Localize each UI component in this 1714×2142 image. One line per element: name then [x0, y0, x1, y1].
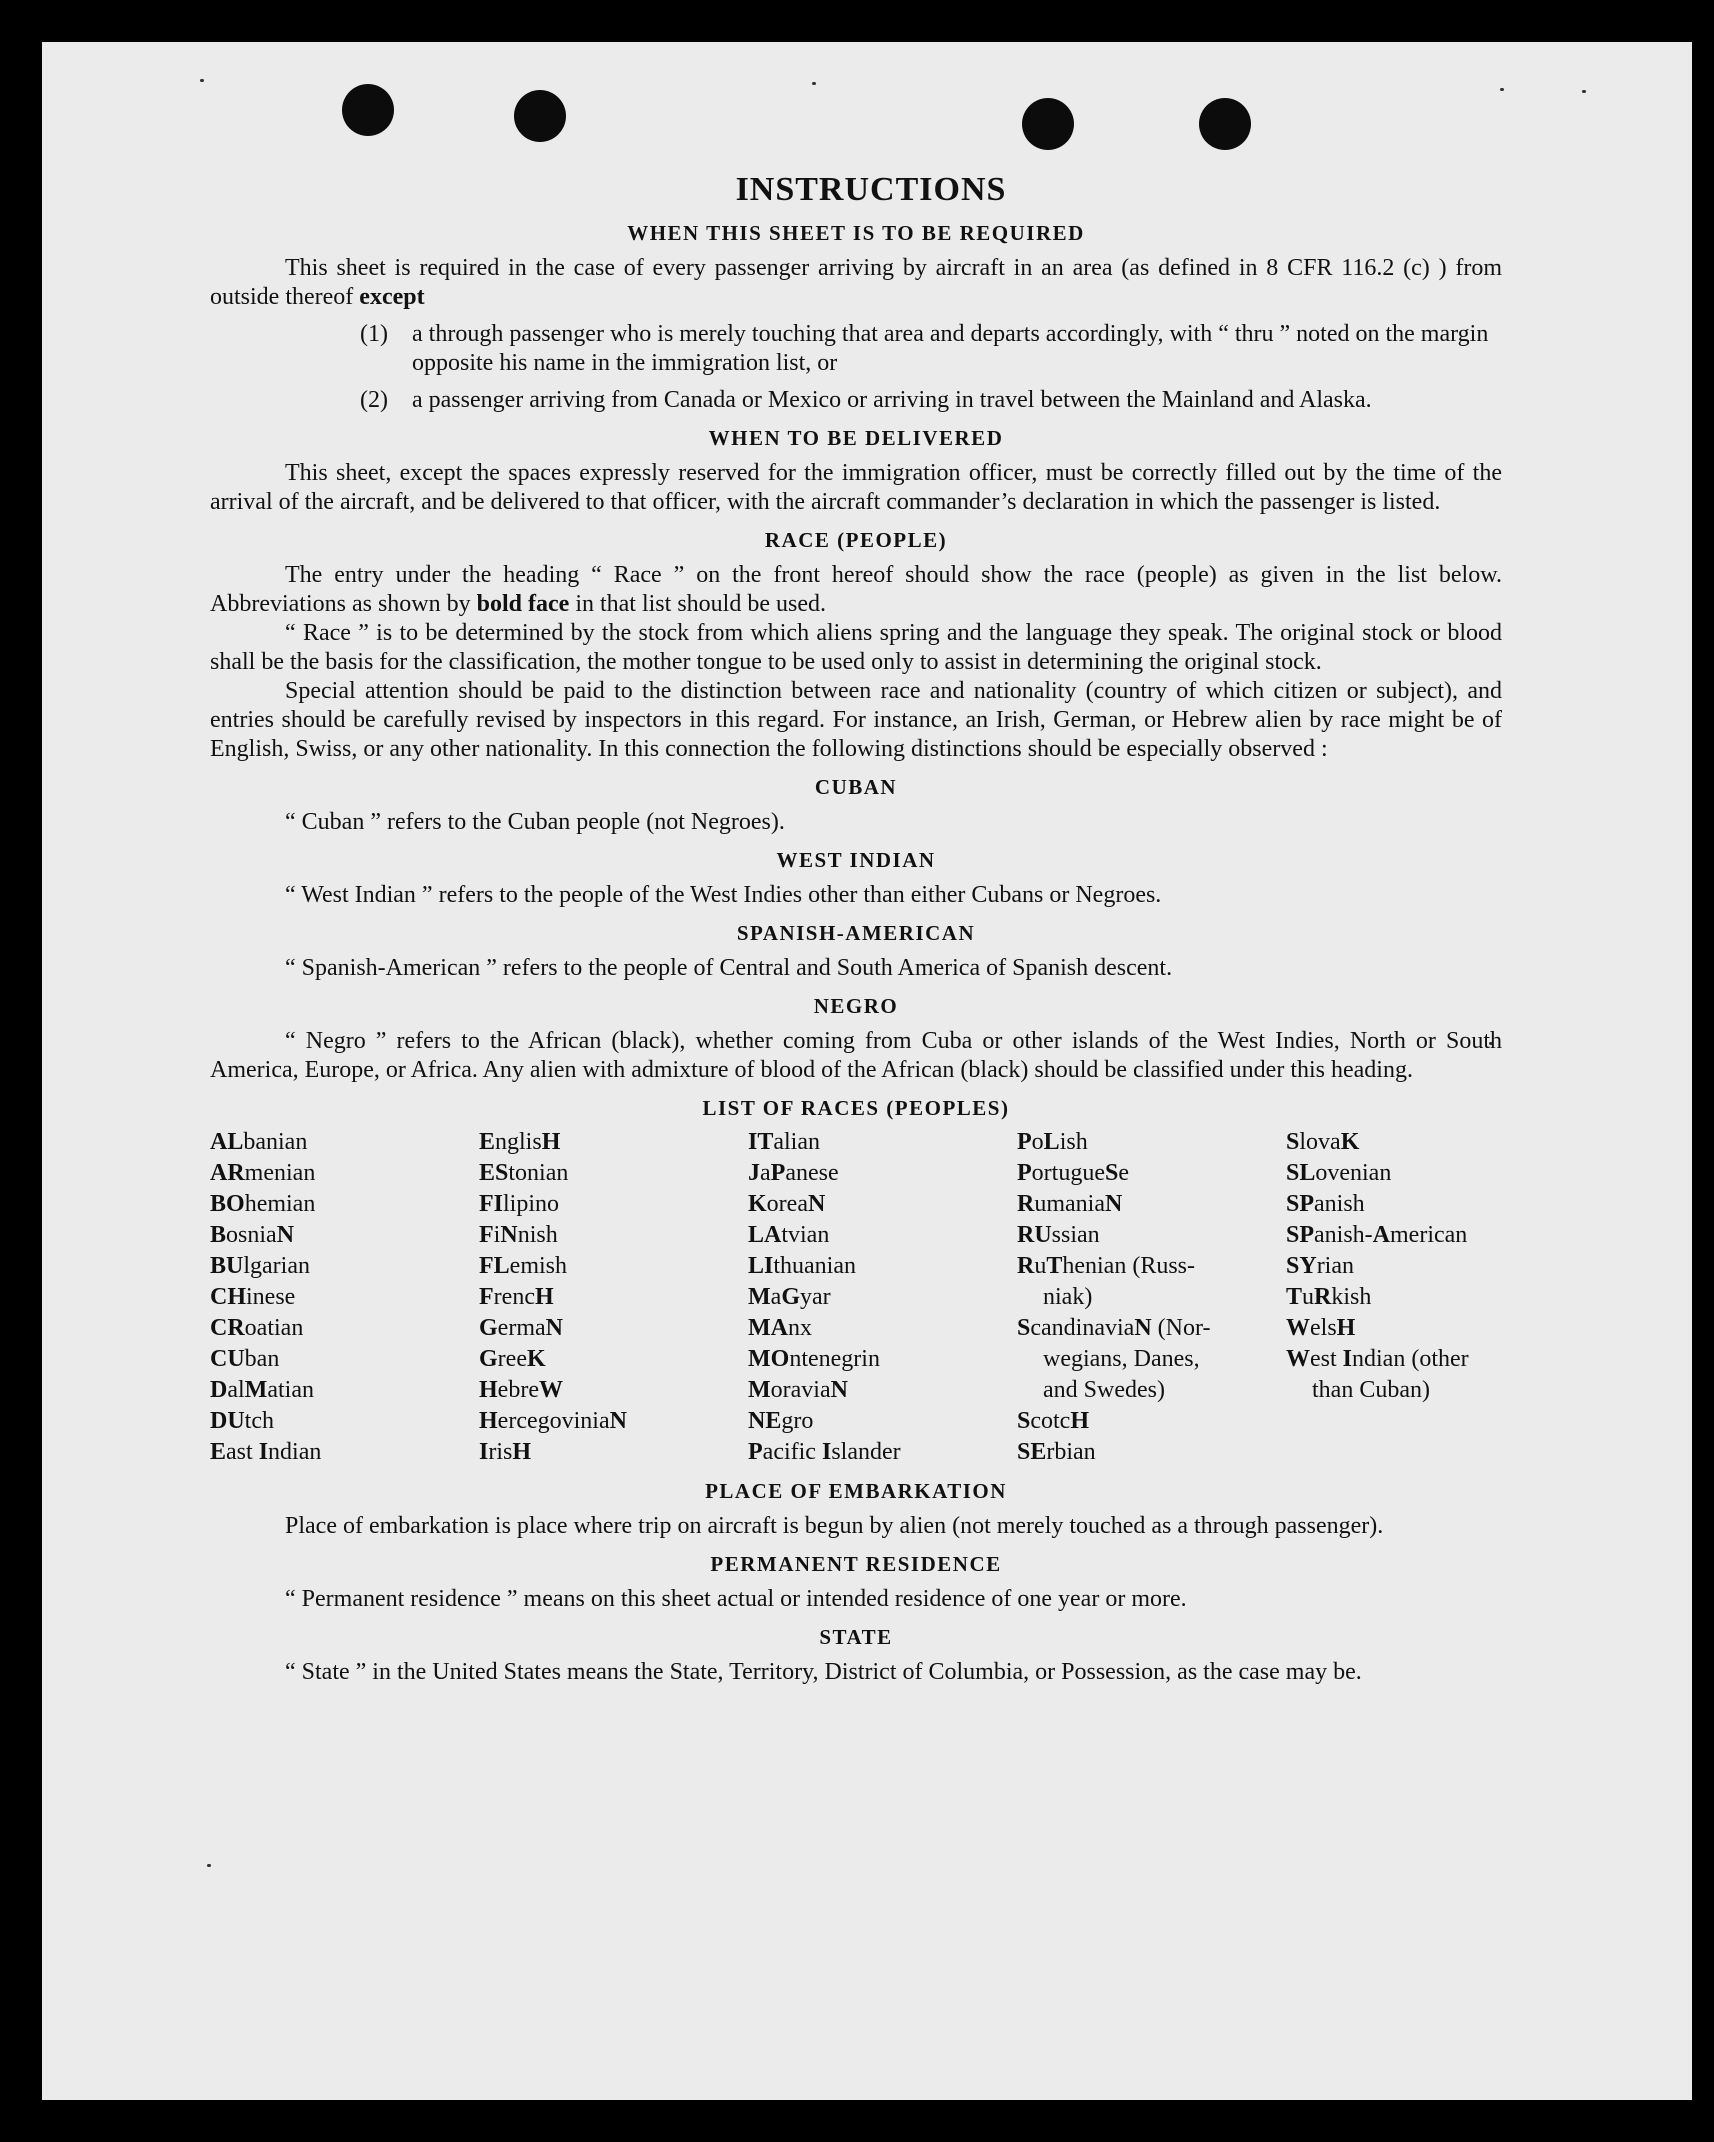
paragraph-race-3: Special attention should be paid to the distinction between race and nationality (country of which citizen or subject), and entries should be carefully revised by inspectors in this regard. For instance, an Irish, German, or Hebrew alien by race might be of English, Swiss, or any other nationality. In this connection the following distinctions should be especially observed : — [210, 678, 1502, 762]
paragraph-state: “ State ” in the United States means the State, Territory, District of Columbia, or Possession, as the case may be. — [285, 1659, 1362, 1685]
race-name-part: tvian — [781, 1222, 830, 1248]
race-entry — [748, 1220, 1017, 1251]
race-entry — [1017, 1406, 1286, 1437]
paragraph-text: The entry under the heading “ Race ” on the front hereof should show the race (people) as given in the list below. Abbreviations as shown by — [210, 562, 1502, 617]
section-heading-when-delivered: WHEN TO BE DELIVERED — [708, 426, 1004, 450]
paragraph-west-indian: “ West Indian ” refers to the people of the West Indies other than either Cubans or Negroes. — [285, 882, 1162, 908]
race-name-part: acific — [762, 1439, 822, 1465]
race-entry — [1286, 1313, 1522, 1344]
race-abbreviation: MO — [748, 1346, 790, 1372]
race-entry — [1286, 1344, 1522, 1375]
race-entry — [479, 1344, 748, 1375]
bold-term: bold face — [476, 591, 570, 617]
race-abbreviation: N — [545, 1315, 563, 1341]
race-abbreviation: SE — [1017, 1439, 1047, 1465]
race-entry — [748, 1251, 1017, 1282]
scan-speck — [1582, 90, 1586, 93]
race-abbreviation: B — [210, 1222, 227, 1248]
race-abbreviation: K — [526, 1346, 546, 1372]
race-name-part: i — [493, 1222, 501, 1248]
race-name-part: ast — [226, 1439, 259, 1465]
race-abbreviation: S — [1017, 1408, 1031, 1434]
race-column — [1017, 1127, 1286, 1468]
race-column — [748, 1127, 1017, 1468]
race-abbreviation: G — [781, 1284, 800, 1310]
punch-hole — [1022, 98, 1074, 150]
race-entry — [479, 1251, 748, 1282]
section-heading-west-indian: WEST INDIAN — [776, 848, 936, 872]
race-name-part: kish — [1331, 1284, 1372, 1310]
race-abbreviation: NE — [748, 1408, 782, 1434]
race-name-part: merican — [1390, 1222, 1468, 1248]
race-abbreviation: DU — [210, 1408, 245, 1434]
race-abbreviation: L — [1043, 1129, 1060, 1155]
race-name-part: ban — [244, 1346, 280, 1372]
race-column — [479, 1127, 748, 1468]
race-name-part: o — [1031, 1129, 1044, 1155]
section-heading-embarkation: PLACE OF EMBARKATION — [705, 1479, 1007, 1503]
race-abbreviation: SP — [1286, 1222, 1315, 1248]
race-entry — [748, 1189, 1017, 1220]
race-abbreviation: S — [1104, 1160, 1119, 1186]
race-name-part: anese — [785, 1160, 839, 1186]
scan-speck — [812, 82, 816, 85]
race-abbreviation: S — [1286, 1129, 1300, 1155]
race-abbreviation: I — [258, 1439, 269, 1465]
race-entry — [479, 1189, 748, 1220]
list-text: a through passenger who is merely touching that area and departs accordingly, with “ thru ” noted on the margin opposite his name in the immigration list, or — [412, 321, 1489, 376]
paragraph-cuban: “ Cuban ” refers to the Cuban people (not Negroes). — [285, 809, 785, 835]
race-name-part: ndian — [268, 1439, 322, 1465]
list-text: a passenger arriving from Canada or Mexico or arriving in travel between the Mainland and Alaska. — [412, 387, 1372, 413]
race-entry — [1017, 1158, 1286, 1189]
race-abbreviation: H — [479, 1377, 498, 1403]
race-abbreviation: LA — [748, 1222, 782, 1248]
race-entry — [210, 1375, 479, 1406]
race-name-part: al — [227, 1377, 245, 1403]
punch-hole — [514, 90, 566, 142]
race-entry — [1017, 1437, 1286, 1468]
instructions-content — [210, 170, 1502, 1687]
list-number: (2) — [360, 387, 388, 413]
race-abbreviation: SY — [1286, 1253, 1317, 1279]
race-name-part: rbian — [1046, 1439, 1096, 1465]
race-abbreviation: MA — [748, 1315, 788, 1341]
race-entry — [210, 1282, 479, 1313]
race-abbreviation: SL — [1286, 1160, 1316, 1186]
section-heading-list-of-races: LIST OF RACES (PEOPLES) — [702, 1096, 1010, 1120]
punch-hole — [342, 84, 394, 136]
race-abbreviation: R — [1314, 1284, 1332, 1310]
race-name-part: banian — [243, 1129, 308, 1155]
race-entry — [1286, 1251, 1522, 1282]
race-name-part: inese — [246, 1284, 296, 1310]
race-name-part: cotc — [1030, 1408, 1071, 1434]
race-abbreviation: I — [479, 1439, 489, 1465]
race-entry — [1017, 1251, 1286, 1282]
race-entry — [1017, 1220, 1286, 1251]
race-entry — [479, 1158, 748, 1189]
race-abbreviation: LI — [748, 1253, 774, 1279]
race-abbreviation: F — [479, 1222, 494, 1248]
race-name-part: rian — [1316, 1253, 1354, 1279]
race-abbreviation: W — [538, 1377, 563, 1403]
race-name-part: ssian — [1051, 1222, 1100, 1248]
paragraph-text: This sheet is required in the case of every passenger arriving by aircraft in an area (as defined in 8 CFR 116.2 (c) ) from outside thereof — [210, 255, 1502, 310]
race-name-part: henian (Russ- — [1062, 1253, 1196, 1279]
race-name-part: orea — [766, 1191, 808, 1217]
race-entry — [748, 1127, 1017, 1158]
race-abbreviation: D — [210, 1377, 228, 1403]
race-name-part: osnia — [226, 1222, 277, 1248]
race-abbreviation: P — [770, 1160, 786, 1186]
race-entry — [1286, 1282, 1522, 1313]
race-entry: than Cuban) — [1312, 1377, 1430, 1403]
race-name-part: a — [770, 1284, 782, 1310]
race-abbreviation: T — [1286, 1284, 1303, 1310]
section-heading-cuban: CUBAN — [814, 775, 898, 799]
race-entry — [479, 1375, 748, 1406]
race-name-part: u — [1302, 1284, 1315, 1310]
race-name-part: u — [1034, 1253, 1047, 1279]
race-abbreviation: CU — [210, 1346, 245, 1372]
scan-speck — [207, 1864, 211, 1867]
list-item — [360, 386, 1502, 415]
race-entry — [748, 1158, 1017, 1189]
race-entry — [210, 1313, 479, 1344]
race-abbreviation: AL — [210, 1129, 244, 1155]
race-abbreviation: P — [1017, 1160, 1032, 1186]
race-name-part: hemian — [244, 1191, 316, 1217]
race-name-part: els — [1310, 1315, 1337, 1341]
race-name-part: thuanian — [773, 1253, 856, 1279]
race-abbreviation: F — [479, 1284, 494, 1310]
race-name-part: yar — [799, 1284, 831, 1310]
race-name-part: anish — [1314, 1191, 1365, 1217]
race-name-part: e — [1118, 1160, 1129, 1186]
punch-hole — [1199, 98, 1251, 150]
race-abbreviation: K — [748, 1191, 767, 1217]
race-name-part: erma — [497, 1315, 546, 1341]
race-entry — [210, 1158, 479, 1189]
race-name-part: ndian (other — [1352, 1346, 1469, 1372]
race-abbreviation: N — [1104, 1191, 1123, 1217]
race-abbreviation: I — [821, 1439, 832, 1465]
race-abbreviation: H — [479, 1408, 498, 1434]
race-name-part: umania — [1034, 1191, 1105, 1217]
race-name-part: ntenegrin — [789, 1346, 880, 1372]
race-name-part: ree — [497, 1346, 527, 1372]
race-abbreviation: E — [210, 1439, 227, 1465]
race-entry — [1286, 1189, 1522, 1220]
races-table — [210, 1127, 1502, 1468]
race-entry — [479, 1406, 748, 1437]
race-name-part: oravia — [770, 1377, 831, 1403]
race-name-part: ovenian — [1315, 1160, 1392, 1186]
race-name-part: emish — [509, 1253, 567, 1279]
race-abbreviation: M — [244, 1377, 268, 1403]
race-abbreviation: H — [541, 1129, 561, 1155]
race-abbreviation: W — [1286, 1315, 1310, 1341]
race-entry — [479, 1282, 748, 1313]
paragraph-text: in that list should be used. — [575, 591, 826, 617]
section-heading-race: RACE (PEOPLE) — [764, 528, 948, 552]
race-abbreviation: N — [500, 1222, 518, 1248]
race-abbreviation: CH — [210, 1284, 246, 1310]
race-abbreviation: E — [479, 1129, 496, 1155]
race-entry — [210, 1406, 479, 1437]
race-abbreviation: I — [1342, 1346, 1353, 1372]
race-name-part: lipino — [503, 1191, 560, 1217]
race-abbreviation: G — [479, 1346, 498, 1372]
race-entry: wegians, Danes, — [1043, 1346, 1200, 1372]
race-abbreviation: K — [1340, 1129, 1360, 1155]
paragraph-race-2: “ Race ” is to be determined by the stock from which aliens spring and the language they speak. The original stock or blood shall be the basis for the classification, the mother tongue to be used only to assist in determining the original stock. — [210, 620, 1502, 675]
race-abbreviation: RU — [1017, 1222, 1052, 1248]
race-abbreviation: ES — [479, 1160, 509, 1186]
race-entry — [1017, 1127, 1286, 1158]
race-abbreviation: P — [1017, 1129, 1032, 1155]
race-entry — [1286, 1158, 1522, 1189]
race-name-part: ish — [1059, 1129, 1088, 1155]
race-entry — [210, 1127, 479, 1158]
race-abbreviation: AR — [210, 1160, 245, 1186]
race-name-part: slander — [831, 1439, 901, 1465]
race-entry — [1017, 1313, 1286, 1344]
race-abbreviation: FI — [479, 1191, 503, 1217]
race-entry — [210, 1344, 479, 1375]
race-name-part: a — [760, 1160, 771, 1186]
race-name-part: ris — [488, 1439, 513, 1465]
race-name-part: est — [1310, 1346, 1343, 1372]
race-name-part: lgarian — [243, 1253, 310, 1279]
race-column — [1286, 1127, 1522, 1468]
race-abbreviation: J — [748, 1160, 760, 1186]
paragraph-race-1 — [210, 561, 1502, 619]
race-entry — [1017, 1189, 1286, 1220]
race-abbreviation: G — [479, 1315, 498, 1341]
race-entry: niak) — [1043, 1284, 1093, 1310]
race-entry — [210, 1251, 479, 1282]
paragraph-spanish-american: “ Spanish-American ” refers to the people of Central and South America of Spanish descent. — [285, 955, 1173, 981]
race-column — [210, 1127, 479, 1468]
race-entry — [1286, 1220, 1522, 1251]
race-abbreviation: S — [1017, 1315, 1031, 1341]
race-abbreviation: H — [1336, 1315, 1356, 1341]
race-abbreviation: R — [1017, 1191, 1035, 1217]
paragraph-when-delivered: This sheet, except the spaces expressly reserved for the immigration officer, must be correctly filled out by the time of the arrival of the aircraft, and be delivered to that officer, with the aircraft commander’s declaration in which the passenger is listed. — [210, 460, 1502, 515]
race-name-part: menian — [244, 1160, 316, 1186]
race-entry — [210, 1220, 479, 1251]
race-name-part: candinavia — [1030, 1315, 1135, 1341]
race-name-part: anish- — [1314, 1222, 1373, 1248]
race-abbreviation: BO — [210, 1191, 245, 1217]
bold-term: except — [359, 284, 425, 310]
paragraph-negro: “ Negro ” refers to the African (black), whether coming from Cuba or other islands of the West Indies, North or South America, Europe, or Africa. Any alien with admixture of blood of the African (black) should be classified under this heading. — [210, 1028, 1502, 1083]
race-abbreviation: CR — [210, 1315, 245, 1341]
paragraph-residence: “ Permanent residence ” means on this sheet actual or intended residence of one year or more. — [285, 1586, 1187, 1612]
race-name-part: nglis — [495, 1129, 542, 1155]
race-abbreviation: W — [1286, 1346, 1310, 1372]
race-name-part: ebre — [497, 1377, 539, 1403]
section-heading-negro: NEGRO — [813, 994, 899, 1018]
race-entry — [748, 1313, 1017, 1344]
race-name-part: nx — [787, 1315, 812, 1341]
section-heading-when-required: WHEN THIS SHEET IS TO BE REQUIRED — [627, 221, 1085, 245]
race-entry — [479, 1313, 748, 1344]
race-entry — [1286, 1127, 1522, 1158]
race-entry — [748, 1437, 1017, 1468]
race-abbreviation: N — [1134, 1315, 1152, 1341]
list-number: (1) — [360, 321, 388, 347]
race-abbreviation: M — [748, 1377, 771, 1403]
race-entry — [479, 1437, 748, 1468]
race-abbreviation: P — [748, 1439, 763, 1465]
race-abbreviation: T — [1046, 1253, 1063, 1279]
paragraph-when-required — [210, 254, 1502, 312]
race-abbreviation: N — [609, 1408, 627, 1434]
race-entry — [210, 1189, 479, 1220]
race-entry: and Swedes) — [1043, 1377, 1165, 1403]
race-entry — [479, 1220, 748, 1251]
race-name-part: (Nor- — [1151, 1315, 1211, 1341]
section-heading-spanish-american: SPANISH-AMERICAN — [736, 921, 976, 945]
race-name-part: nish — [517, 1222, 558, 1248]
race-abbreviation: H — [534, 1284, 554, 1310]
race-abbreviation: N — [830, 1377, 848, 1403]
section-heading-state: STATE — [819, 1625, 893, 1649]
list-item — [360, 320, 1502, 378]
race-name-part: ortugue — [1031, 1160, 1105, 1186]
race-name-part: tonian — [508, 1160, 569, 1186]
race-abbreviation: H — [1070, 1408, 1090, 1434]
race-abbreviation: N — [276, 1222, 295, 1248]
race-abbreviation: FL — [479, 1253, 510, 1279]
race-entry — [748, 1406, 1017, 1437]
race-abbreviation: R — [1017, 1253, 1035, 1279]
race-abbreviation: N — [807, 1191, 826, 1217]
race-entry — [210, 1437, 479, 1468]
race-entry — [748, 1375, 1017, 1406]
race-name-part: atian — [267, 1377, 314, 1403]
race-abbreviation: A — [1372, 1222, 1391, 1248]
race-entry — [748, 1282, 1017, 1313]
page-title: INSTRUCTIONS — [735, 171, 1007, 208]
section-heading-residence: PERMANENT RESIDENCE — [710, 1552, 1002, 1576]
race-entry — [748, 1344, 1017, 1375]
paragraph-embarkation: Place of embarkation is place where trip on aircraft is begun by alien (not merely touched as a through passenger). — [285, 1513, 1384, 1539]
race-name-part: ercegovinia — [497, 1408, 610, 1434]
race-abbreviation: BU — [210, 1253, 244, 1279]
race-name-part: alian — [773, 1129, 820, 1155]
race-entry — [479, 1127, 748, 1158]
race-abbreviation: M — [748, 1284, 771, 1310]
race-abbreviation: H — [512, 1439, 532, 1465]
race-abbreviation: SP — [1286, 1191, 1315, 1217]
race-name-part: renc — [493, 1284, 535, 1310]
race-name-part: oatian — [244, 1315, 304, 1341]
race-name-part: tch — [244, 1408, 274, 1434]
race-name-part: gro — [781, 1408, 814, 1434]
scan-speck — [200, 79, 204, 82]
race-name-part: lova — [1299, 1129, 1341, 1155]
race-abbreviation: IT — [748, 1129, 774, 1155]
scan-speck — [1500, 88, 1504, 91]
